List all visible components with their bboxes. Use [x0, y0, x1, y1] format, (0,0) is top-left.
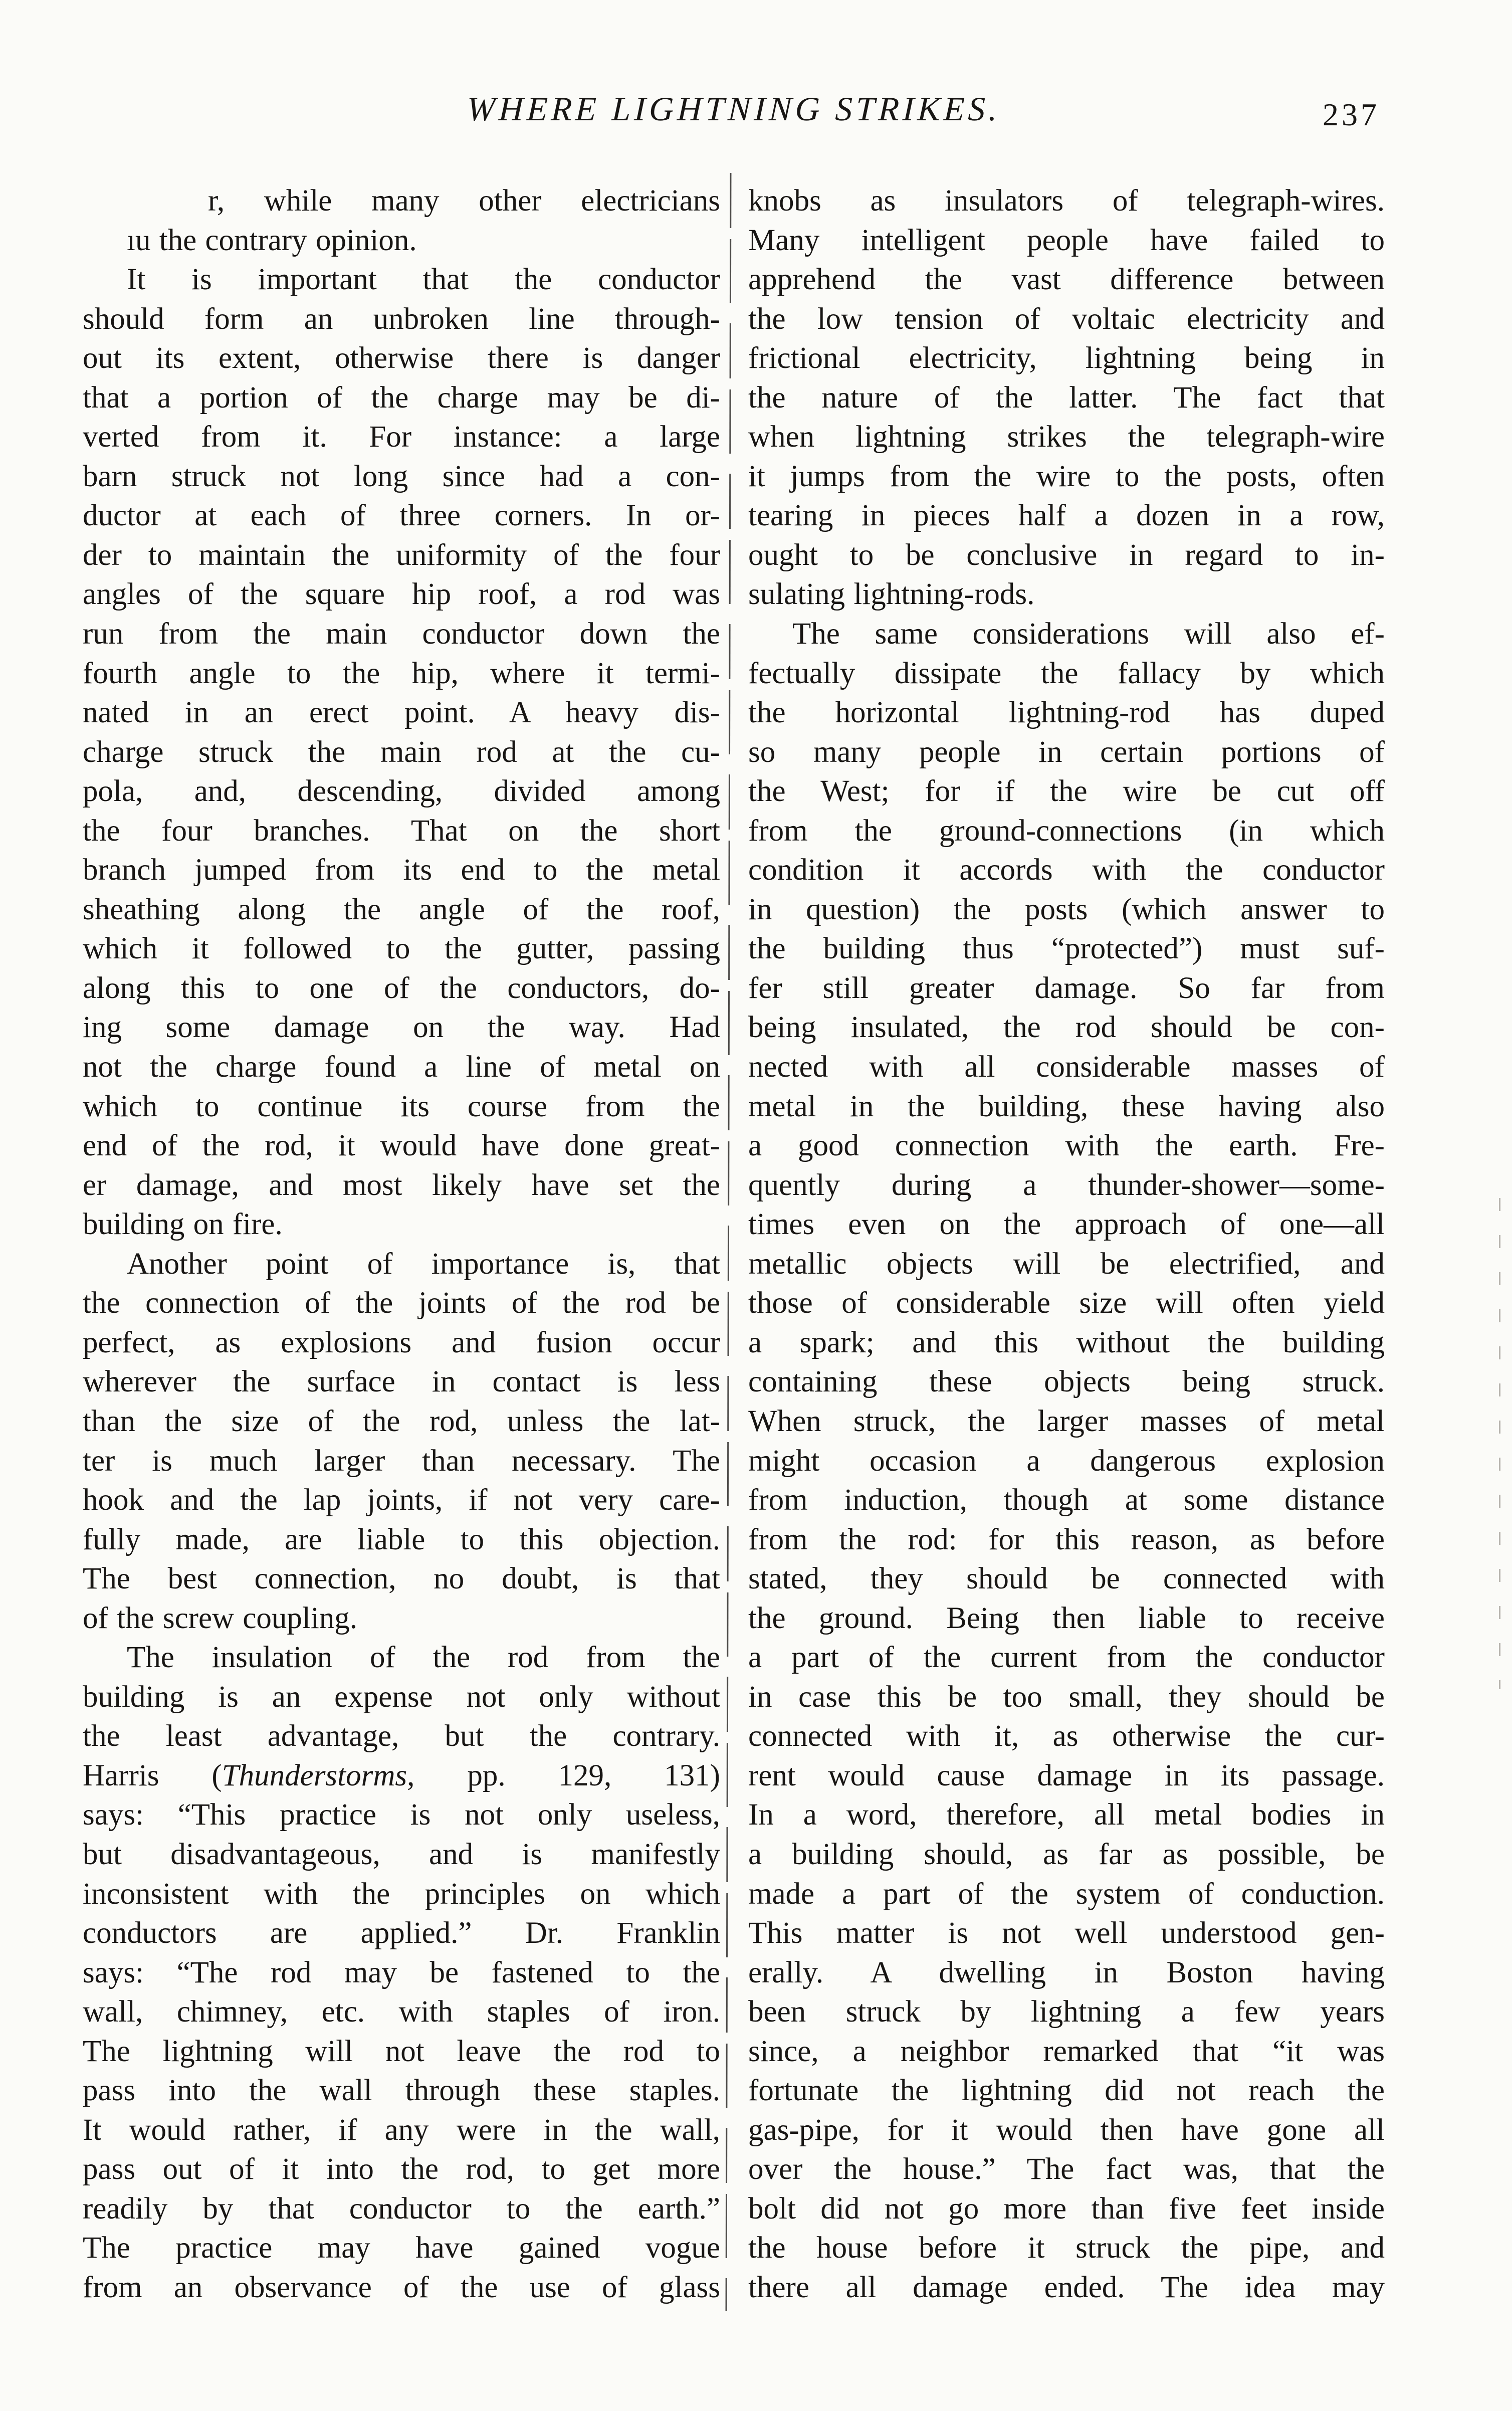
- text-line: condition it accords with the conductor: [748, 853, 1385, 887]
- text-line: stated, they should be connected with: [748, 1562, 1385, 1596]
- text-line: from induction, though at some distance: [748, 1483, 1385, 1517]
- text-line: It is important that the conductor: [127, 263, 720, 297]
- text-line: the four branches. That on the short: [83, 814, 720, 848]
- text-line: the connection of the joints of the rod be: [83, 1286, 720, 1320]
- text-line: wall, chimney, etc. with staples of iron.: [83, 1995, 720, 2029]
- text-line: fourth angle to the hip, where it termi-: [83, 656, 720, 690]
- text-line: over the house.” The fact was, that the: [748, 2152, 1385, 2186]
- text-line: a building should, as far as possible, be: [748, 1837, 1385, 1871]
- text-line: but disadvantageous, and is manifestly: [83, 1837, 720, 1871]
- text-line: branch jumped from its end to the metal: [83, 853, 720, 887]
- text-line: might occasion a dangerous explosion: [748, 1444, 1385, 1478]
- text-line: a good connection with the earth. Fre-: [748, 1129, 1385, 1163]
- text-line: which to continue its course from the: [83, 1089, 720, 1123]
- text-line: In a word, therefore, all metal bodies in: [748, 1798, 1385, 1832]
- text-line: hook and the lap joints, if not very care-: [83, 1483, 720, 1517]
- text-line: that a portion of the charge may be di-: [83, 380, 720, 415]
- text-line: Harris (Thunderstorms, pp. 129, 131): [83, 1758, 720, 1792]
- text-line: the ground. Being then liable to receive: [748, 1601, 1385, 1635]
- text-line: nated in an erect point. A heavy dis-: [83, 696, 720, 730]
- text-line: The same considerations will also ef-: [792, 617, 1385, 651]
- column-rule: [726, 173, 732, 2311]
- text-line: The practice may have gained vogue: [83, 2231, 720, 2265]
- text-line: The lightning will not leave the rod to: [83, 2034, 720, 2068]
- text-line: end of the rod, it would have done great-: [83, 1129, 720, 1163]
- text-line: Many intelligent people have failed to: [748, 223, 1385, 257]
- text-line: the house before it struck the pipe, and: [748, 2231, 1385, 2265]
- column-right: [748, 181, 1385, 2308]
- page-title: WHERE LIGHTNING STRIKES.: [466, 90, 1001, 128]
- text-line: containing these objects being struck.: [748, 1365, 1385, 1399]
- page-number: 237: [1323, 97, 1380, 132]
- text-line: barn struck not long since had a con-: [83, 459, 720, 493]
- text-line: knobs as insulators of telegraph-wires.: [748, 184, 1385, 218]
- text-line: from the rod: for this reason, as before: [748, 1522, 1385, 1556]
- text-line: Another point of importance is, that: [127, 1247, 720, 1281]
- text-line: says: “The rod may be fastened to the: [83, 1955, 720, 1989]
- text-line: quently during a thunder-shower—some-: [748, 1168, 1385, 1202]
- text-line: the nature of the latter. The fact that: [748, 380, 1385, 415]
- text-line: the horizontal lightning-rod has duped: [748, 696, 1385, 730]
- text-line: along this to one of the conductors, do-: [83, 971, 720, 1005]
- text-line: sulating lightning-rods.: [748, 577, 1035, 612]
- text-line: ter is much larger than necessary. The: [83, 1444, 720, 1478]
- text-line: The insulation of the rod from the: [127, 1641, 720, 1675]
- text-line: readily by that conductor to the earth.”: [83, 2191, 720, 2226]
- text-line: the least advantage, but the contrary.: [83, 1719, 720, 1753]
- text-line: than the size of the rod, unless the lat-: [83, 1404, 720, 1438]
- text-line: ought to be conclusive in regard to in-: [748, 538, 1385, 572]
- text-line: gas-pipe, for it would then have gone all: [748, 2113, 1385, 2147]
- scan-edge-artifact: [1499, 1198, 1500, 1689]
- text-line: not the charge found a line of metal on: [83, 1050, 720, 1084]
- text-line: a part of the current from the conductor: [748, 1641, 1385, 1675]
- text-line: pass out of it into the rod, to get more: [83, 2152, 720, 2186]
- text-line: wherever the surface in contact is less: [83, 1365, 720, 1399]
- text-line: angles of the square hip roof, a rod was: [83, 577, 720, 612]
- text-line: perfect, as explosions and fusion occur: [83, 1325, 720, 1359]
- text-line: since, a neighbor remarked that “it was: [748, 2034, 1385, 2068]
- text-line: rent would cause damage in its passage.: [748, 1758, 1385, 1792]
- text-line: from the ground-connections (in which: [748, 814, 1385, 848]
- text-line: fer still greater damage. So far from: [748, 971, 1385, 1005]
- text-line: der to maintain the uniformity of the four: [83, 538, 720, 572]
- text-line: When struck, the larger masses of metal: [748, 1404, 1385, 1438]
- text-line: inconsistent with the principles on which: [83, 1877, 720, 1911]
- text-line: been struck by lightning a few years: [748, 1995, 1385, 2029]
- text-line: says: “This practice is not only useless,: [83, 1798, 720, 1832]
- text-line: nected with all considerable masses of: [748, 1050, 1385, 1084]
- text-line: metallic objects will be electrified, and: [748, 1247, 1385, 1281]
- text-line: in question) the posts (which answer to: [748, 892, 1385, 926]
- text-line: sheathing along the angle of the roof,: [83, 892, 720, 926]
- text-line: from an observance of the use of glass: [83, 2270, 720, 2304]
- text-line: conductors are applied.” Dr. Franklin: [83, 1916, 720, 1950]
- text-line: which it followed to the gutter, passing: [83, 932, 720, 966]
- text-line: metal in the building, these having also: [748, 1089, 1385, 1123]
- text-line: frictional electricity, lightning being in: [748, 341, 1385, 375]
- text-line: It would rather, if any were in the wall,: [83, 2113, 720, 2147]
- text-line: connected with it, as otherwise the cur-: [748, 1719, 1385, 1753]
- text-line: in case this be too small, they should be: [748, 1680, 1385, 1714]
- text-line: fortunate the lightning did not reach the: [748, 2074, 1385, 2108]
- text-line: apprehend the vast difference between: [748, 263, 1385, 297]
- text-line: charge struck the main rod at the cu-: [83, 735, 720, 769]
- text-line: so many people in certain portions of: [748, 735, 1385, 769]
- column-left: [83, 181, 720, 2308]
- text-line: those of considerable size will often yield: [748, 1286, 1385, 1320]
- text-line: The best connection, no doubt, is that: [83, 1562, 720, 1596]
- text-line: the low tension of voltaic electricity and: [748, 302, 1385, 336]
- text-line: made a part of the system of conduction.: [748, 1877, 1385, 1911]
- text-line: building on fire.: [83, 1208, 283, 1242]
- page-header: [83, 89, 1385, 144]
- text-line: pass into the wall through these staples.: [83, 2074, 720, 2108]
- text-line: er damage, and most likely have set the: [83, 1168, 720, 1202]
- text-line: it jumps from the wire to the posts, often: [748, 459, 1385, 493]
- text-line: should form an unbroken line through-: [83, 302, 720, 336]
- text-line: run from the main conductor down the: [83, 617, 720, 651]
- text-line: verted from it. For instance: a large: [83, 420, 720, 454]
- text-line: out its extent, otherwise there is danger: [83, 341, 720, 375]
- text-line: This matter is not well understood gen-: [748, 1916, 1385, 1950]
- text-line: bolt did not go more than five feet inside: [748, 2191, 1385, 2226]
- text-line: pola, and, descending, divided among: [83, 774, 720, 809]
- text-line: ductor at each of three corners. In or-: [83, 499, 720, 533]
- text-line: ing some damage on the way. Had: [83, 1011, 720, 1045]
- text-line: r, while many other electricians: [208, 184, 720, 218]
- text-line: ıu the contrary opinion.: [127, 223, 417, 257]
- text-line: the building thus “protected”) must suf-: [748, 932, 1385, 966]
- text-line: fectually dissipate the fallacy by which: [748, 656, 1385, 690]
- text-line: times even on the approach of one—all: [748, 1208, 1385, 1242]
- text-line: the West; for if the wire be cut off: [748, 774, 1385, 809]
- text-line: building is an expense not only without: [83, 1680, 720, 1714]
- text-line: being insulated, the rod should be con-: [748, 1011, 1385, 1045]
- text-line: tearing in pieces half a dozen in a row,: [748, 499, 1385, 533]
- text-line: fully made, are liable to this objection.: [83, 1522, 720, 1556]
- text-line: a spark; and this without the building: [748, 1325, 1385, 1359]
- text-line: erally. A dwelling in Boston having: [748, 1955, 1385, 1989]
- text-line: there all damage ended. The idea may: [748, 2270, 1385, 2304]
- text-line: of the screw coupling.: [83, 1601, 358, 1635]
- text-line: when lightning strikes the telegraph-wire: [748, 420, 1385, 454]
